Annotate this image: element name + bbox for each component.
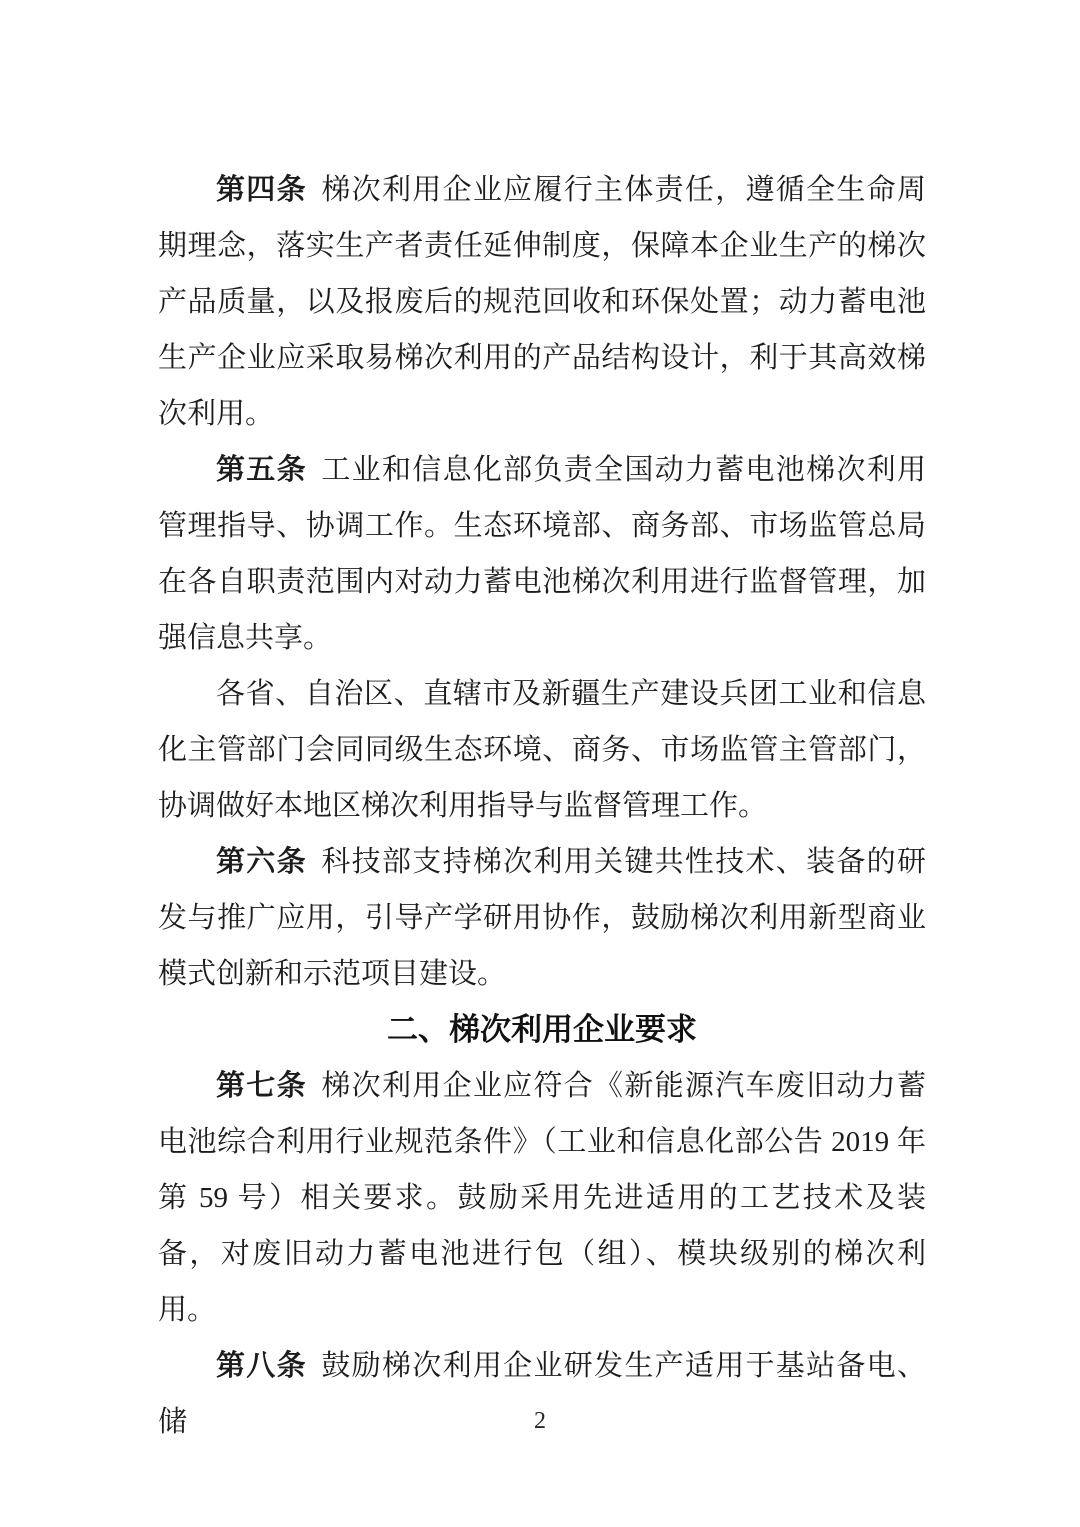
provincial-duties-text: 各省、自治区、直辖市及新疆生产建设兵团工业和信息化主管部门会同同级生态环境、商务、市场监管主管部门，协调做好本地区梯次利用指导与监督管理工作。 bbox=[158, 678, 926, 822]
section-heading: 二、梯次利用企业要求 bbox=[387, 1012, 697, 1047]
article-5-text: 工业和信息化部负责全国动力蓄电池梯次利用管理指导、协调工作。生态环境部、商务部、市场监管总局在各自职责范围内对动力蓄电池梯次利用进行监督管理，加强信息共享。 bbox=[158, 454, 926, 654]
page-number: 2 bbox=[534, 1408, 546, 1434]
article-8-text: 鼓励梯次利用企业研发生产适用于基站备电、储 bbox=[158, 1350, 926, 1438]
paragraph-provincial-duties bbox=[158, 666, 926, 834]
document-body bbox=[158, 162, 926, 1450]
article-4-lead: 第四条 bbox=[216, 174, 307, 206]
article-6-lead: 第六条 bbox=[216, 846, 307, 878]
paragraph-article-7 bbox=[158, 1058, 926, 1338]
article-7-text: 梯次利用企业应符合《新能源汽车废旧动力蓄电池综合利用行业规范条件》（工业和信息化部公告 2019 年第 59 号）相关要求。鼓励采用先进适用的工艺技术及装备，对废旧动力蓄电池进行包（组）、模块级别的梯次利用。 bbox=[158, 1070, 926, 1326]
article-6-text: 科技部支持梯次利用关键共性技术、装备的研发与推广应用，引导产学研用协作，鼓励梯次利用新型商业模式创新和示范项目建设。 bbox=[158, 846, 926, 990]
paragraph-article-5 bbox=[158, 442, 926, 666]
article-7-lead: 第七条 bbox=[216, 1070, 307, 1102]
article-8-lead: 第八条 bbox=[216, 1350, 307, 1382]
paragraph-article-4 bbox=[158, 162, 926, 442]
paragraph-article-6 bbox=[158, 834, 926, 1002]
article-4-text: 梯次利用企业应履行主体责任，遵循全生命周期理念，落实生产者责任延伸制度，保障本企业生产的梯次产品质量，以及报废后的规范回收和环保处置；动力蓄电池生产企业应采取易梯次利用的产品结构设计，利于其高效梯次利用。 bbox=[158, 174, 926, 430]
article-5-lead: 第五条 bbox=[216, 454, 307, 486]
